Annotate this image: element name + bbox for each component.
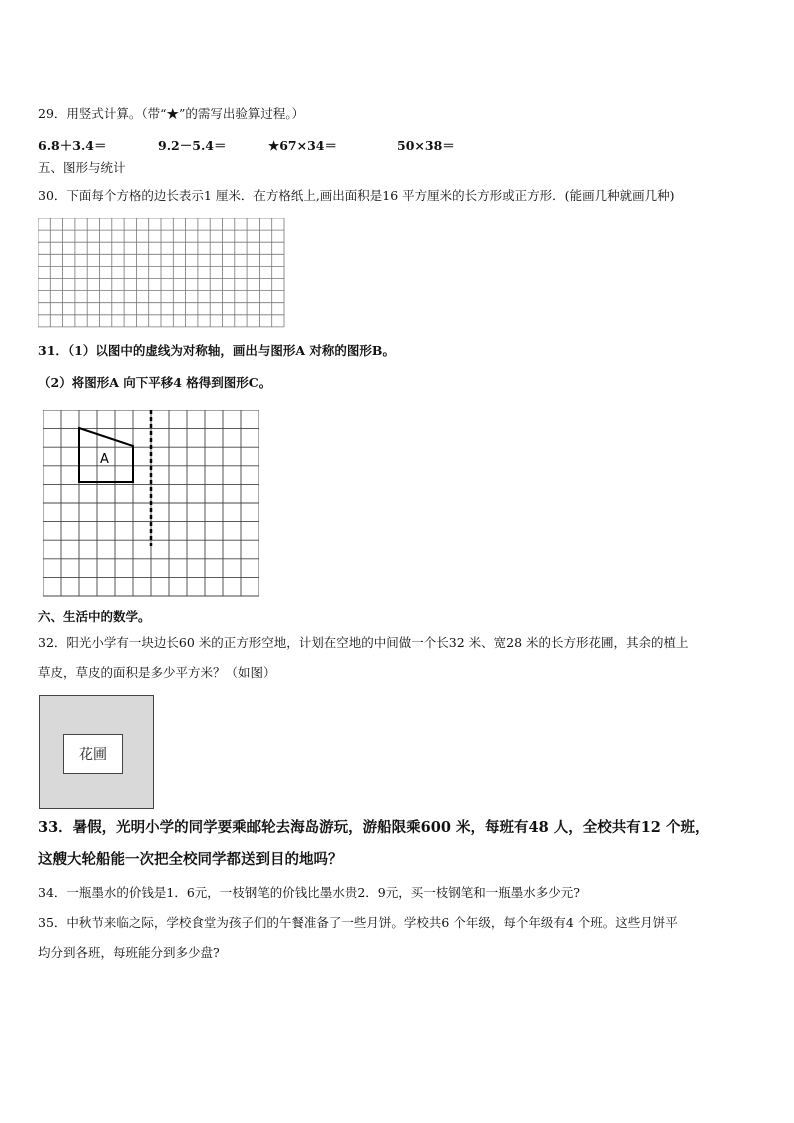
q32-line1: 32．阳光小学有一块边长60 米的正方形空地，计划在空地的中间做一个长32 米、宽28 米的长方形花圃，其余的植上: [38, 635, 689, 650]
section6-heading: 六、生活中的数学。: [38, 609, 151, 624]
q29-expr-2: 9.2－5.4＝: [158, 138, 227, 153]
q30-text: 30．下面每个方格的边长表示1 厘米．在方格纸上,画出面积是16 平方厘米的长方形或正方形．(能画几种就画几种): [38, 188, 675, 203]
q30-grid: [38, 218, 286, 328]
q35-line2: 均分到各班，每班能分到多少盘?: [38, 945, 220, 960]
q33-line1: 33．暑假，光明小学的同学要乘邮轮去海岛游玩，游船限乘600 米，每班有48 人，全校共有12 个班，: [38, 819, 710, 836]
q32-garden-box: [63, 734, 123, 774]
shape-a-label: A: [100, 452, 109, 467]
q35-line1: 35．中秋节来临之际，学校食堂为孩子们的午餐准备了一些月饼。学校共6 个年级，每个年级有4 个班。这些月饼平: [38, 915, 678, 930]
q32-garden-label: 花圃: [79, 747, 107, 763]
section5-heading: 五、图形与统计: [38, 160, 126, 175]
q29-title: 29．用竖式计算。（带“★”的需写出验算过程。）: [38, 106, 305, 121]
q32-lawn-figure: [39, 695, 154, 809]
q34-text: 34．一瓶墨水的价钱是1．6元，一枝钢笔的价钱比墨水贵2．9元，买一枝钢笔和一瓶墨水多少元?: [38, 885, 580, 900]
q29-expr-3: ★67×34＝: [268, 138, 337, 153]
q33-line2: 这艘大轮船能一次把全校同学都送到目的地吗？: [38, 851, 343, 868]
q31-grid: [43, 410, 259, 598]
q31-part2: （2）将图形A 向下平移4 格得到图形C。: [38, 375, 272, 390]
q29-expr-4: 50×38＝: [397, 138, 455, 153]
q31-part1: 31．（1）以图中的虚线为对称轴，画出与图形A 对称的图形B。: [38, 343, 395, 358]
q29-expr-1: 6.8＋3.4＝: [38, 138, 107, 153]
q32-line2: 草皮，草皮的面积是多少平方米？（如图）: [38, 665, 276, 680]
